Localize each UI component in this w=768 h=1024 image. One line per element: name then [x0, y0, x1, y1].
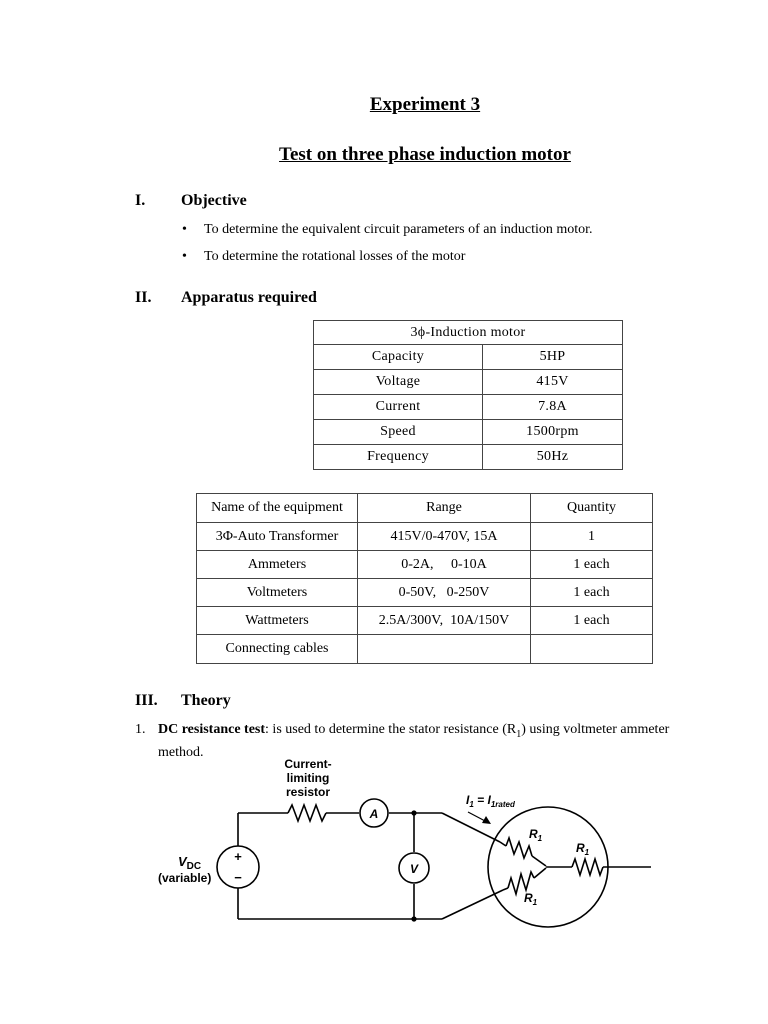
- bullet-text: To determine the equivalent circuit parameters of an induction motor.: [204, 222, 593, 237]
- table-cell: 415V/0-470V, 15A: [358, 523, 531, 551]
- table-cell: Voltage: [314, 370, 483, 395]
- bullet-icon: •: [182, 222, 187, 237]
- bullet-text: To determine the rotational losses of the motor: [204, 249, 466, 264]
- table-cell: 1 each: [531, 607, 653, 635]
- page-title: Test on three phase induction motor: [279, 144, 571, 165]
- section-number-2: II.: [135, 289, 152, 306]
- table-cell: Current: [314, 395, 483, 420]
- table-cell: 3Φ-Auto Transformer: [197, 523, 358, 551]
- table-cell: 1500rpm: [483, 420, 623, 445]
- r1-label-upper: $R_1$: [529, 827, 543, 843]
- table-cell: 1 each: [531, 579, 653, 607]
- theory-text-c: method.: [158, 744, 204, 760]
- table-cell: 1 each: [531, 551, 653, 579]
- section-heading-apparatus: Apparatus required: [181, 289, 317, 306]
- motor-table-header: 3ϕ-Induction motor: [314, 321, 623, 345]
- stator-resistor-right-icon: [572, 859, 603, 875]
- theory-text-a: : is used to determine the stator resistance (R: [265, 722, 517, 737]
- stator-resistor-upper-icon: [506, 838, 532, 858]
- resistor-label-line-3: resistor: [285, 785, 331, 799]
- source-plus: +: [234, 849, 242, 864]
- table-cell: Frequency: [314, 445, 483, 470]
- resistor-label-line-1: Current-: [284, 757, 332, 771]
- theory-item-term: DC resistance test: [158, 722, 266, 737]
- table-cell: Connecting cables: [197, 635, 358, 664]
- table-cell: 2.5A/300V, 10A/150V: [358, 607, 531, 635]
- source-minus: −: [234, 870, 242, 885]
- r1-label-right: $R_1$: [576, 841, 590, 857]
- current-label: $I_1 = I_{1rated}$: [466, 793, 515, 809]
- source-label-variable: (variable): [158, 871, 212, 885]
- voltmeter-label: V: [409, 862, 419, 876]
- theory-subscript: 1: [516, 728, 522, 740]
- table-cell: 1: [531, 523, 653, 551]
- section-heading-theory: Theory: [181, 692, 231, 709]
- table-cell: 0-50V, 0-250V: [358, 579, 531, 607]
- table-cell: Wattmeters: [197, 607, 358, 635]
- table-cell: 0-2A, 0-10A: [358, 551, 531, 579]
- section-number-1: I.: [135, 192, 146, 209]
- table-cell: Capacity: [314, 345, 483, 370]
- theory-item-number: 1.: [135, 722, 146, 737]
- table-cell: 50Hz: [483, 445, 623, 470]
- column-header: Name of the equipment: [197, 494, 358, 523]
- source-label: $V_{DC}$: [178, 854, 202, 872]
- section-number-3: III.: [135, 692, 158, 709]
- table-cell: 7.8A: [483, 395, 623, 420]
- column-header: Quantity: [531, 494, 653, 523]
- table-cell: 5HP: [483, 345, 623, 370]
- ammeter-label: A: [369, 807, 379, 821]
- current-limiting-resistor-icon: [288, 805, 326, 821]
- table-cell: Voltmeters: [197, 579, 358, 607]
- r1-label-lower: $R_1$: [524, 891, 538, 907]
- bullet-icon: •: [182, 249, 187, 264]
- experiment-title: Experiment 3: [369, 94, 481, 115]
- table-cell: Ammeters: [197, 551, 358, 579]
- resistor-label-line-2: limiting: [286, 771, 330, 785]
- table-cell: 415V: [483, 370, 623, 395]
- theory-text-b: ) using voltmeter ammeter: [521, 722, 670, 737]
- column-header: Range: [358, 494, 531, 523]
- section-heading-objective: Objective: [181, 192, 247, 209]
- table-cell: Speed: [314, 420, 483, 445]
